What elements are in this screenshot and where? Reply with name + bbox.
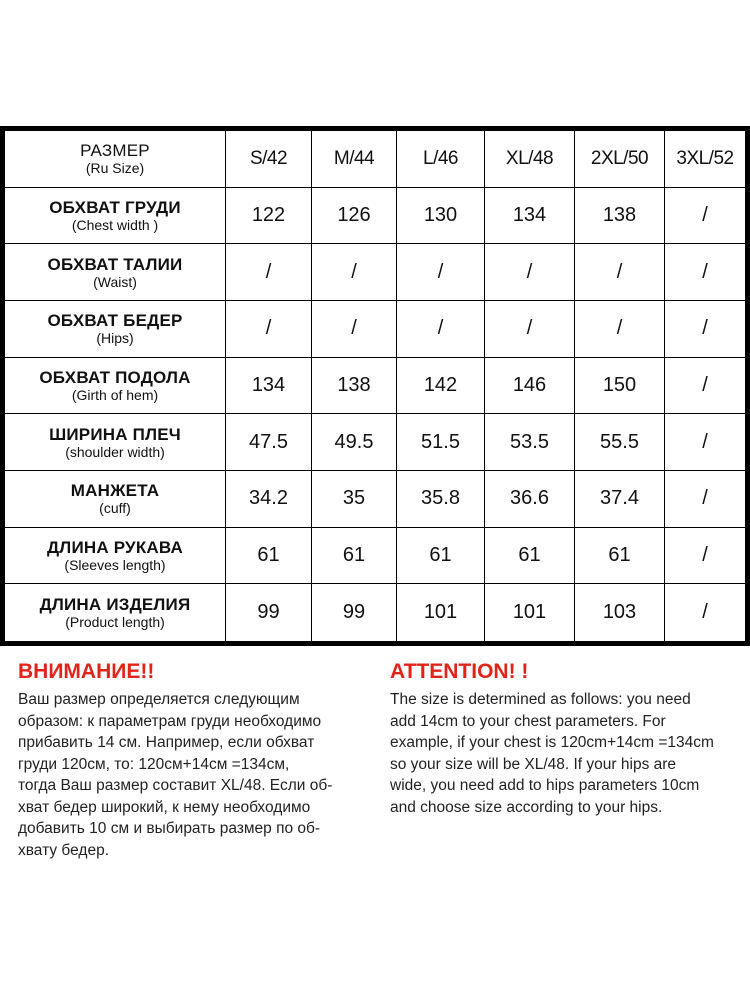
row-label-sub: (Product length) [65, 614, 165, 631]
row-label: ОБХВАТ ПОДОЛА [39, 367, 191, 387]
row-label: ОБХВАТ ГРУДИ [49, 197, 181, 217]
table-cell: / [397, 301, 485, 358]
table-cell: 146 [485, 358, 575, 415]
table-cell: 101 [397, 584, 485, 641]
table-cell: 134 [485, 188, 575, 245]
table-cell: 126 [312, 188, 397, 245]
row-label-sub: (shoulder width) [65, 443, 165, 460]
table-cell: 34.2 [226, 471, 312, 528]
table-cell: / [665, 244, 745, 301]
note-line: добавить 10 см и выбирать размер по об- [18, 820, 321, 837]
note-line: Ваш размер определяется следующим [18, 691, 300, 708]
table-cell: 61 [226, 528, 312, 585]
row-label-sub: (Waist) [93, 273, 137, 290]
table-cell: 61 [397, 528, 485, 585]
note-line: example, if your chest is 120cm+14cm =134cm [390, 734, 714, 751]
row-label-cell [5, 528, 226, 585]
row-label-sub: (Hips) [96, 330, 134, 347]
size-label: РАЗМЕР [80, 141, 150, 161]
table-cell: 35.8 [397, 471, 485, 528]
note-line: тогда Ваш размер составит XL/48. Если об- [18, 777, 333, 794]
size-chart-table [0, 126, 750, 646]
table-cell: / [485, 244, 575, 301]
table-cell: 51.5 [397, 414, 485, 471]
table-cell: 134 [226, 358, 312, 415]
table-cell: 130 [397, 188, 485, 245]
row-label-cell [5, 188, 226, 245]
table-cell: 49.5 [312, 414, 397, 471]
table-cell: / [485, 301, 575, 358]
row-label-cell [5, 414, 226, 471]
note-ru-title: ВНИМАНИЕ!! [18, 660, 155, 683]
note-line: so your size will be XL/48. If your hips are [390, 755, 677, 773]
note-line: хвату бедер. [18, 841, 109, 859]
row-label-cell [5, 301, 226, 358]
row-label-sub: (Chest width ) [71, 216, 159, 233]
table-cell: 37.4 [575, 471, 665, 528]
table-cell: 55.5 [575, 414, 665, 471]
note-line: груди 120см, то: 120см+14см =134см, [18, 755, 290, 773]
row-label: ДЛИНА РУКАВА [47, 537, 183, 557]
note-line: The size is determined as follows: you need [390, 691, 691, 708]
note-line: and choose size according to your hips. [390, 798, 663, 816]
size-header: L/46 [397, 131, 485, 188]
row-label: ШИРИНА ПЛЕЧ [49, 424, 181, 444]
row-label-cell [5, 471, 226, 528]
row-label-cell [5, 244, 226, 301]
table-cell: / [397, 244, 485, 301]
row-label: ДЛИНА ИЗДЕЛИЯ [39, 595, 191, 615]
table-cell: 61 [575, 528, 665, 585]
table-cell: / [575, 244, 665, 301]
table-cell: 138 [312, 358, 397, 415]
table-cell: / [665, 188, 745, 245]
note-line: wide, you need add to hips parameters 10cm [390, 777, 700, 794]
table-cell: / [226, 244, 312, 301]
row-label-sub: (Girth of hem) [71, 386, 159, 403]
note-en-title: ATTENTION! ! [390, 660, 529, 683]
table-cell: 122 [226, 188, 312, 245]
row-label-cell [5, 584, 226, 641]
table-cell: 61 [312, 528, 397, 585]
size-header: 3XL/52 [665, 131, 745, 188]
table-cell: 138 [575, 188, 665, 245]
row-label: ОБХВАТ БЕДЕР [47, 311, 183, 331]
row-label-cell [5, 358, 226, 415]
table-cell: 99 [226, 584, 312, 641]
table-cell: / [665, 471, 745, 528]
row-label-sub: (Sleeves length) [64, 556, 166, 573]
table-cell: 103 [575, 584, 665, 641]
table-cell: / [312, 301, 397, 358]
table-cell: / [665, 358, 745, 415]
row-label: МАНЖЕТА [70, 481, 160, 501]
size-header: XL/48 [485, 131, 575, 188]
table-cell: / [312, 244, 397, 301]
table-cell: / [575, 301, 665, 358]
size-header: S/42 [226, 131, 312, 188]
table-cell: 47.5 [226, 414, 312, 471]
table-cell: 101 [485, 584, 575, 641]
table-cell: / [702, 601, 708, 624]
note-line: хват бедер широкий, к нему необходимо [18, 798, 311, 816]
table-cell: / [665, 528, 745, 585]
size-label-sub: (Ru Size) [85, 160, 145, 177]
table-cell: / [665, 414, 745, 471]
row-label: ОБХВАТ ТАЛИИ [47, 254, 183, 274]
table-cell: 99 [312, 584, 397, 641]
table-cell: 53.5 [485, 414, 575, 471]
table-cell: / [665, 301, 745, 358]
note-russian [18, 660, 388, 861]
note-en-body [390, 689, 748, 818]
table-cell: 142 [397, 358, 485, 415]
header-label-cell [5, 131, 226, 188]
table-cell: / [226, 301, 312, 358]
row-label-sub: (cuff) [99, 500, 131, 517]
table-cell: 61 [485, 528, 575, 585]
table-cell: 150 [575, 358, 665, 415]
note-line: add 14cm to your chest parameters. For [390, 712, 666, 730]
note-line: прибавить 14 см. Например, если обхват [18, 734, 315, 751]
size-header: 2XL/50 [575, 131, 665, 188]
note-english [390, 660, 748, 818]
size-header: M/44 [312, 131, 397, 188]
table-cell: 35 [312, 471, 397, 528]
note-ru-body [18, 689, 388, 861]
note-line: образом: к параметрам груди необходимо [18, 712, 322, 730]
table-cell: 36.6 [485, 471, 575, 528]
